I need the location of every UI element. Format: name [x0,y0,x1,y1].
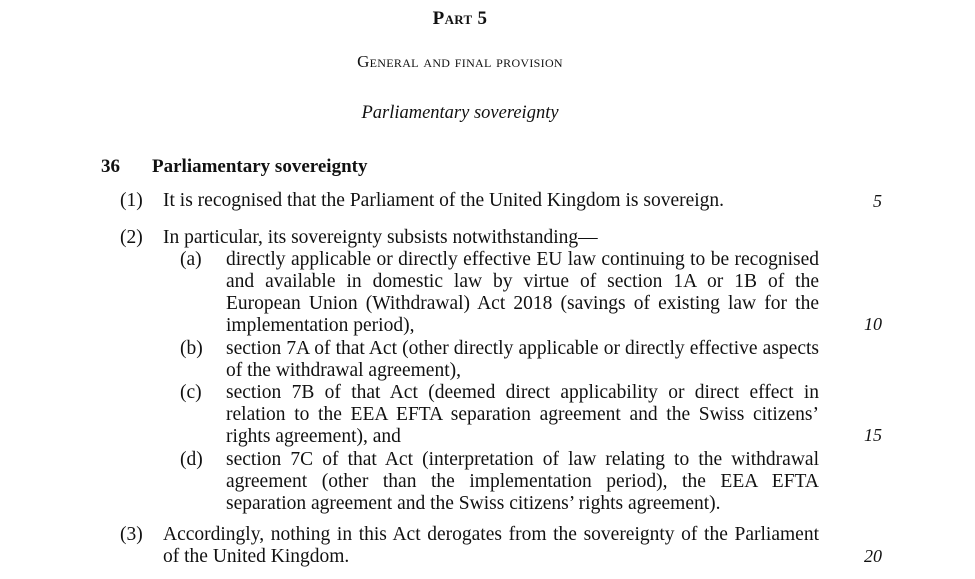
subsection-1-text: It is recognised that the Parliament of the United Kingdom is sovereign. [163,190,725,211]
paragraph-d-number: (d) [180,449,203,470]
paragraph-a-number: (a) [180,249,202,270]
line-number-15: 15 [864,425,882,445]
subsection-3-text: Accordingly, nothing in this Act derogates from the sovereignty of the Parliament of the United Kingdom. [163,524,819,567]
subsection-1-number: (1) [120,190,143,211]
paragraph-b-text: section 7A of that Act (other directly applicable or directly effective aspects of the withdrawal agreement), [226,338,819,381]
crossheading: Parliamentary sovereignty [361,103,559,123]
line-number-5: 5 [873,191,882,211]
paragraph-d-text: section 7C of that Act (interpretation of law relating to the withdrawal agreement (other than the implementation period), the EEA EFTA separation agreement and the Swiss citizens’ rights agreement). [226,449,819,514]
subsection-2-number: (2) [120,227,143,248]
section-number: 36 [101,156,120,177]
paragraph-c-number: (c) [180,382,202,403]
line-number-20: 20 [864,546,882,566]
part-title: General and final provision [357,52,563,71]
paragraph-c-text: section 7B of that Act (deemed direct applicability or direct effect in relation to the EEA EFTA separation agreement and the Swiss citizens’ rights agreement), and [226,382,819,447]
paragraph-a-text: directly applicable or directly effective EU law continuing to be recognised and available in domestic law by virtue of section 1A or 1B of the European Union (Withdrawal) Act 2018 (savings of existing law for the implementation period), [226,249,819,336]
subsection-3-number: (3) [120,524,143,545]
paragraph-b-number: (b) [180,338,203,359]
part-heading: Part 5 [432,8,488,29]
subsection-2-intro: In particular, its sovereignty subsists notwithstanding— [163,227,598,248]
line-number-10: 10 [864,314,882,334]
section-title: Parliamentary sovereignty [152,156,368,177]
